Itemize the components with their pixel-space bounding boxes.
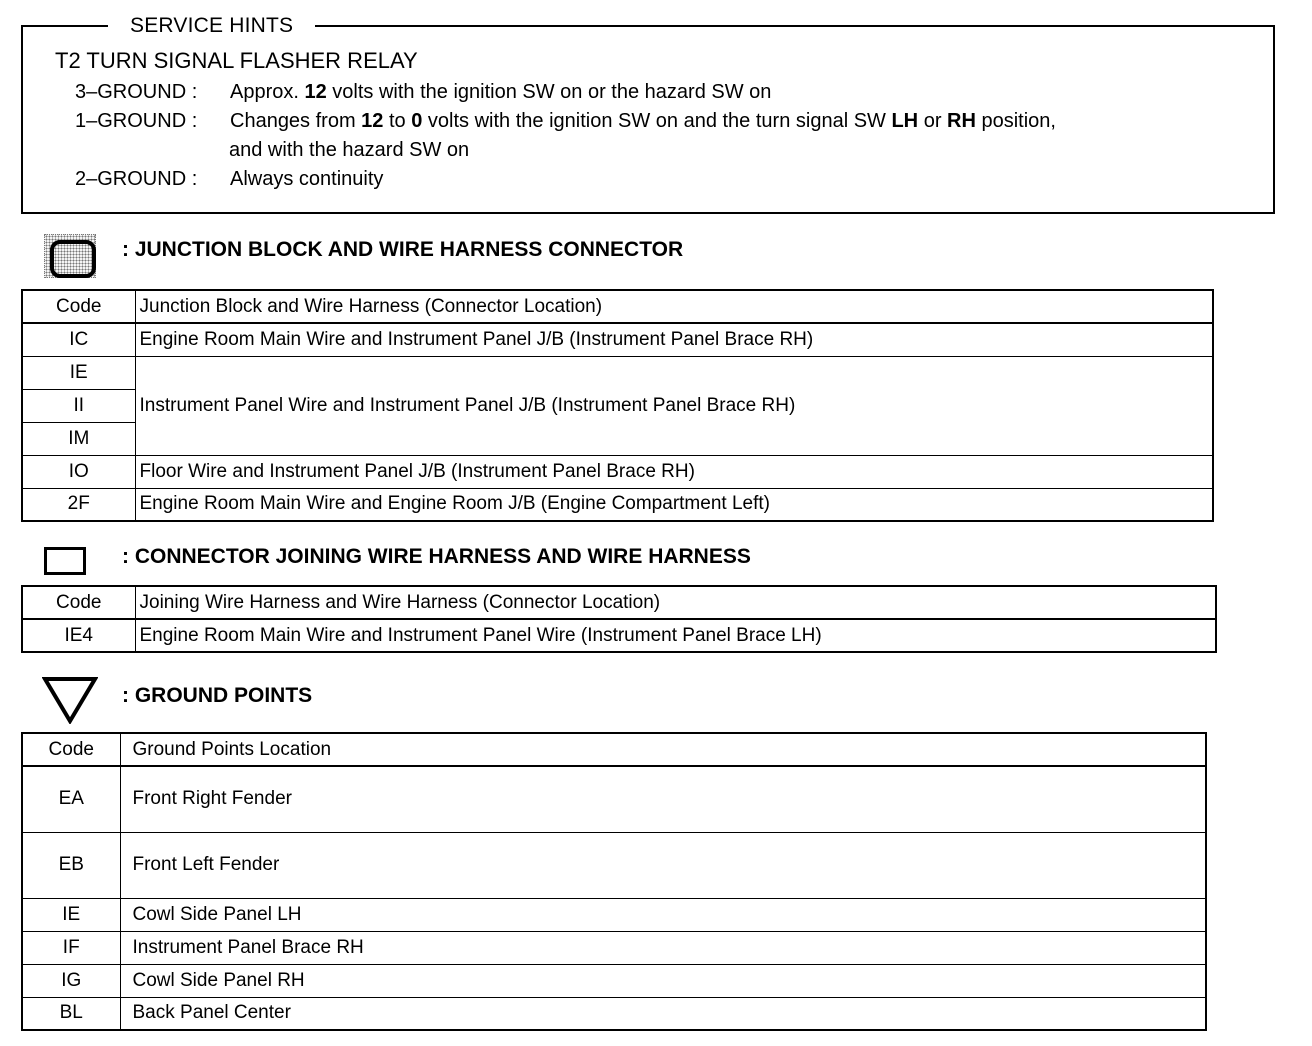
row-code: 2F xyxy=(22,488,135,521)
row-code: II xyxy=(22,389,135,422)
row-description: Engine Room Main Wire and Instrument Panel Wire (Instrument Panel Brace LH) xyxy=(135,619,1216,652)
table-row xyxy=(22,766,1206,832)
row-code: EB xyxy=(22,832,120,898)
row-location: Front Right Fender xyxy=(120,766,1206,832)
ground-triangle-icon xyxy=(42,676,98,724)
row-code: IE4 xyxy=(22,619,135,652)
row-location: Back Panel Center xyxy=(120,997,1206,1030)
table-row xyxy=(22,832,1206,898)
table-row xyxy=(22,323,1213,356)
row-location: Cowl Side Panel LH xyxy=(120,898,1206,931)
hint-row-2-ground: 2–GROUND : Always continuity xyxy=(75,165,383,193)
row-code: EA xyxy=(22,766,120,832)
row-location: Instrument Panel Brace RH xyxy=(120,931,1206,964)
table-row xyxy=(22,964,1206,997)
table-row xyxy=(22,356,1213,389)
column-header-code: Code xyxy=(22,290,135,323)
column-header-location: Ground Points Location xyxy=(120,733,1206,766)
row-description: Engine Room Main Wire and Instrument Panel J/B (Instrument Panel Brace RH) xyxy=(135,323,1213,356)
row-code: BL xyxy=(22,997,120,1030)
table-row xyxy=(22,997,1206,1030)
hint-label: 3–GROUND : xyxy=(75,81,198,103)
hint-row-1-ground-continued: and with the hazard SW on xyxy=(229,139,470,161)
row-code: IF xyxy=(22,931,120,964)
junction-block-table xyxy=(21,289,1214,522)
column-header-description: Joining Wire Harness and Wire Harness (Connector Location) xyxy=(135,586,1216,619)
ground-points-table xyxy=(21,732,1207,1031)
service-hints-legend: SERVICE HINTS xyxy=(108,14,315,38)
relay-title: T2 TURN SIGNAL FLASHER RELAY xyxy=(55,48,418,73)
service-hints-box xyxy=(21,14,1275,214)
connector-heading: : CONNECTOR JOINING WIRE HARNESS AND WIRE HARNESS xyxy=(122,545,751,568)
connector-table xyxy=(21,585,1217,653)
table-row xyxy=(22,488,1213,521)
hint-row-1-ground: 1–GROUND : Changes from 12 to 0 volts with the ignition SW on and the turn signal SW LH or RH position, xyxy=(75,107,1056,135)
column-header-code: Code xyxy=(22,586,135,619)
column-header-description: Junction Block and Wire Harness (Connector Location) xyxy=(135,290,1213,323)
junction-block-icon xyxy=(44,234,96,278)
hint-label: 1–GROUND : xyxy=(75,110,198,132)
row-code: IM xyxy=(22,422,135,455)
junction-block-heading: : JUNCTION BLOCK AND WIRE HARNESS CONNECTOR xyxy=(122,238,684,261)
row-code: IE xyxy=(22,898,120,931)
row-description: Floor Wire and Instrument Panel J/B (Instrument Panel Brace RH) xyxy=(135,455,1213,488)
row-code: IE xyxy=(22,356,135,389)
ground-points-heading: : GROUND POINTS xyxy=(122,684,313,707)
hint-label: 2–GROUND : xyxy=(75,168,198,190)
row-description: Instrument Panel Wire and Instrument Panel J/B (Instrument Panel Brace RH) xyxy=(135,356,1213,455)
table-row xyxy=(22,619,1216,652)
table-row xyxy=(22,455,1213,488)
row-location: Front Left Fender xyxy=(120,832,1206,898)
hint-row-3-ground: 3–GROUND : Approx. 12 volts with the ignition SW on or the hazard SW on xyxy=(75,78,771,106)
row-code: IO xyxy=(22,455,135,488)
row-code: IG xyxy=(22,964,120,997)
row-location: Cowl Side Panel RH xyxy=(120,964,1206,997)
row-description: Engine Room Main Wire and Engine Room J/B (Engine Compartment Left) xyxy=(135,488,1213,521)
connector-icon xyxy=(44,547,86,575)
column-header-code: Code xyxy=(22,733,120,766)
row-code: IC xyxy=(22,323,135,356)
table-row xyxy=(22,898,1206,931)
table-row xyxy=(22,931,1206,964)
